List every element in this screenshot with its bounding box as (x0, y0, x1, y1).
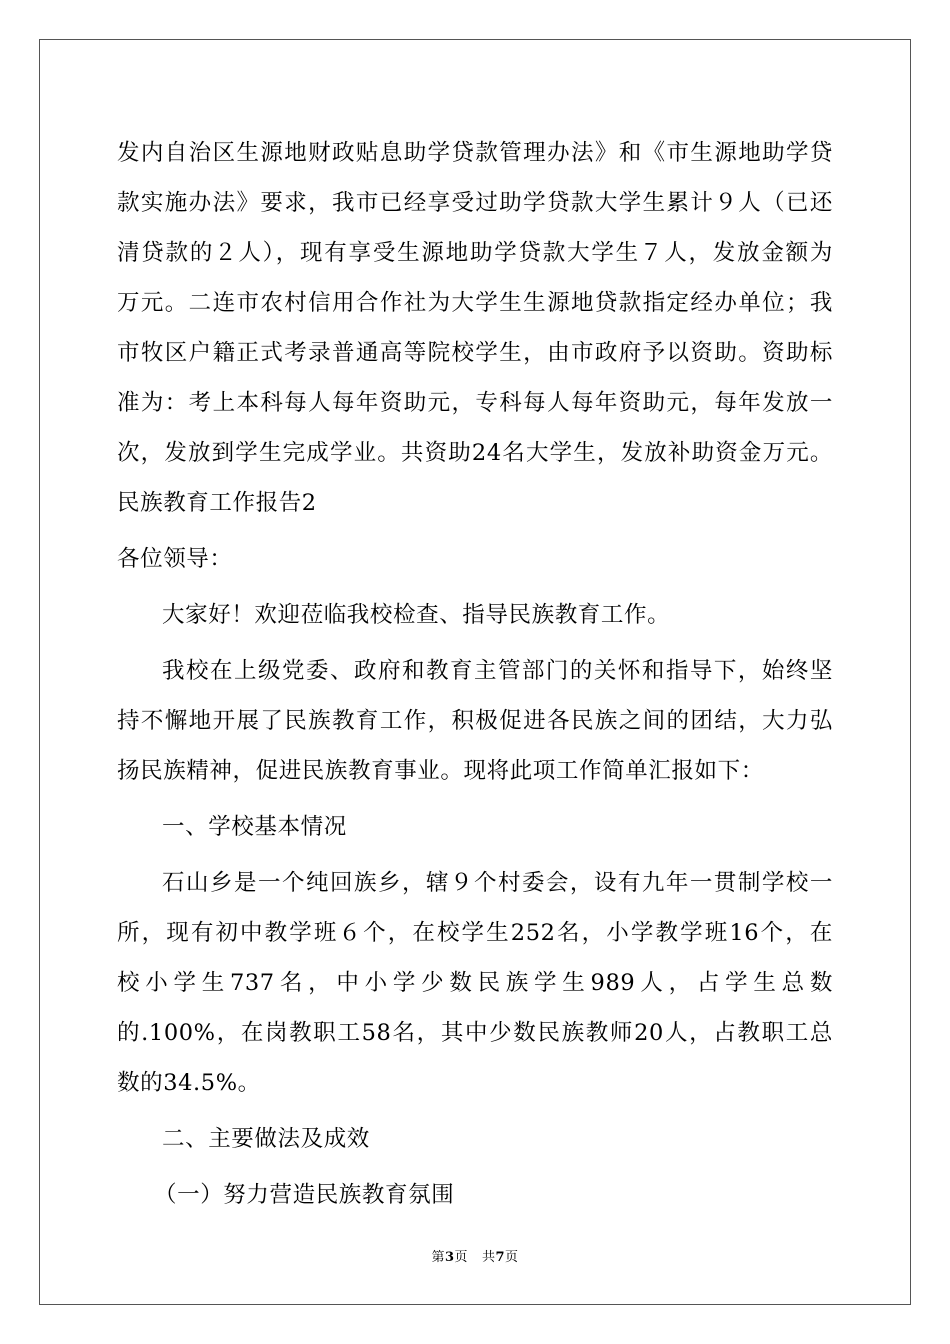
text-line: 市牧区户籍正式考录普通高等院校学生，由市政府予以资助。资助标 (117, 340, 833, 366)
document-body (117, 128, 833, 1220)
text-line: 石山乡是一个纯回族乡，辖９个村委会，设有九年一贯制学校一 (162, 870, 833, 896)
text-line: 所，现有初中教学班６个，在校学生252名，小学教学班16个，在 (117, 920, 833, 946)
total-pages-number: 7 (495, 1250, 506, 1265)
greeting: 大家好！欢迎莅临我校检查、指导民族教育工作。 (162, 602, 671, 628)
heading-main-practices: 二、主要做法及成效 (162, 1126, 370, 1152)
text-line: 发内自治区生源地财政贴息助学贷款管理办法》和《市生源地助学贷 (117, 140, 833, 166)
text-line: 扬民族精神，促进民族教育事业。现将此项工作简单汇报如下： (117, 758, 764, 784)
text-line: 款实施办法》要求，我市已经享受过助学贷款大学生累计９人（已还 (117, 190, 833, 216)
text-line: 清贷款的２人），现有享受生源地助学贷款大学生７人，发放金额为 (117, 240, 833, 266)
footer-prefix: 第 (431, 1250, 445, 1265)
text-line: 准为：考上本科每人每年资助元，专科每人每年资助元，每年发放一 (117, 390, 833, 416)
text-line: 的.100%，在岗教职工58名，其中少数民族教师20人，占教职工总 (117, 1020, 833, 1046)
text-line: 万元。二连市农村信用合作社为大学生生源地贷款指定经办单位；我 (117, 290, 833, 316)
text-line: 持不懈地开展了民族教育工作，积极促进各民族之间的团结，大力弘 (117, 708, 833, 734)
footer-total-suffix: 页 (505, 1250, 519, 1265)
text-line: 我校在上级党委、政府和教育主管部门的关怀和指导下，始终坚 (162, 658, 833, 684)
page-footer (0, 1246, 950, 1265)
salutation: 各位领导： (117, 546, 233, 572)
heading-basic-info: 一、学校基本情况 (162, 814, 347, 840)
section-title: 民族教育工作报告2 (117, 490, 317, 516)
footer-page-suffix: 页 (454, 1250, 469, 1265)
text-line: 校小学生737名，中小学少数民族学生989人，占学生总数 (117, 970, 833, 996)
footer-total-prefix: 共 (481, 1250, 496, 1265)
current-page-number: 3 (444, 1250, 455, 1265)
heading-subsection: （一）努力营造民族教育氛围 (154, 1182, 455, 1208)
text-line: 数的34.5%。 (117, 1070, 261, 1096)
text-line: 次，发放到学生完成学业。共资助24名大学生，发放补助资金万元。 (117, 440, 833, 466)
